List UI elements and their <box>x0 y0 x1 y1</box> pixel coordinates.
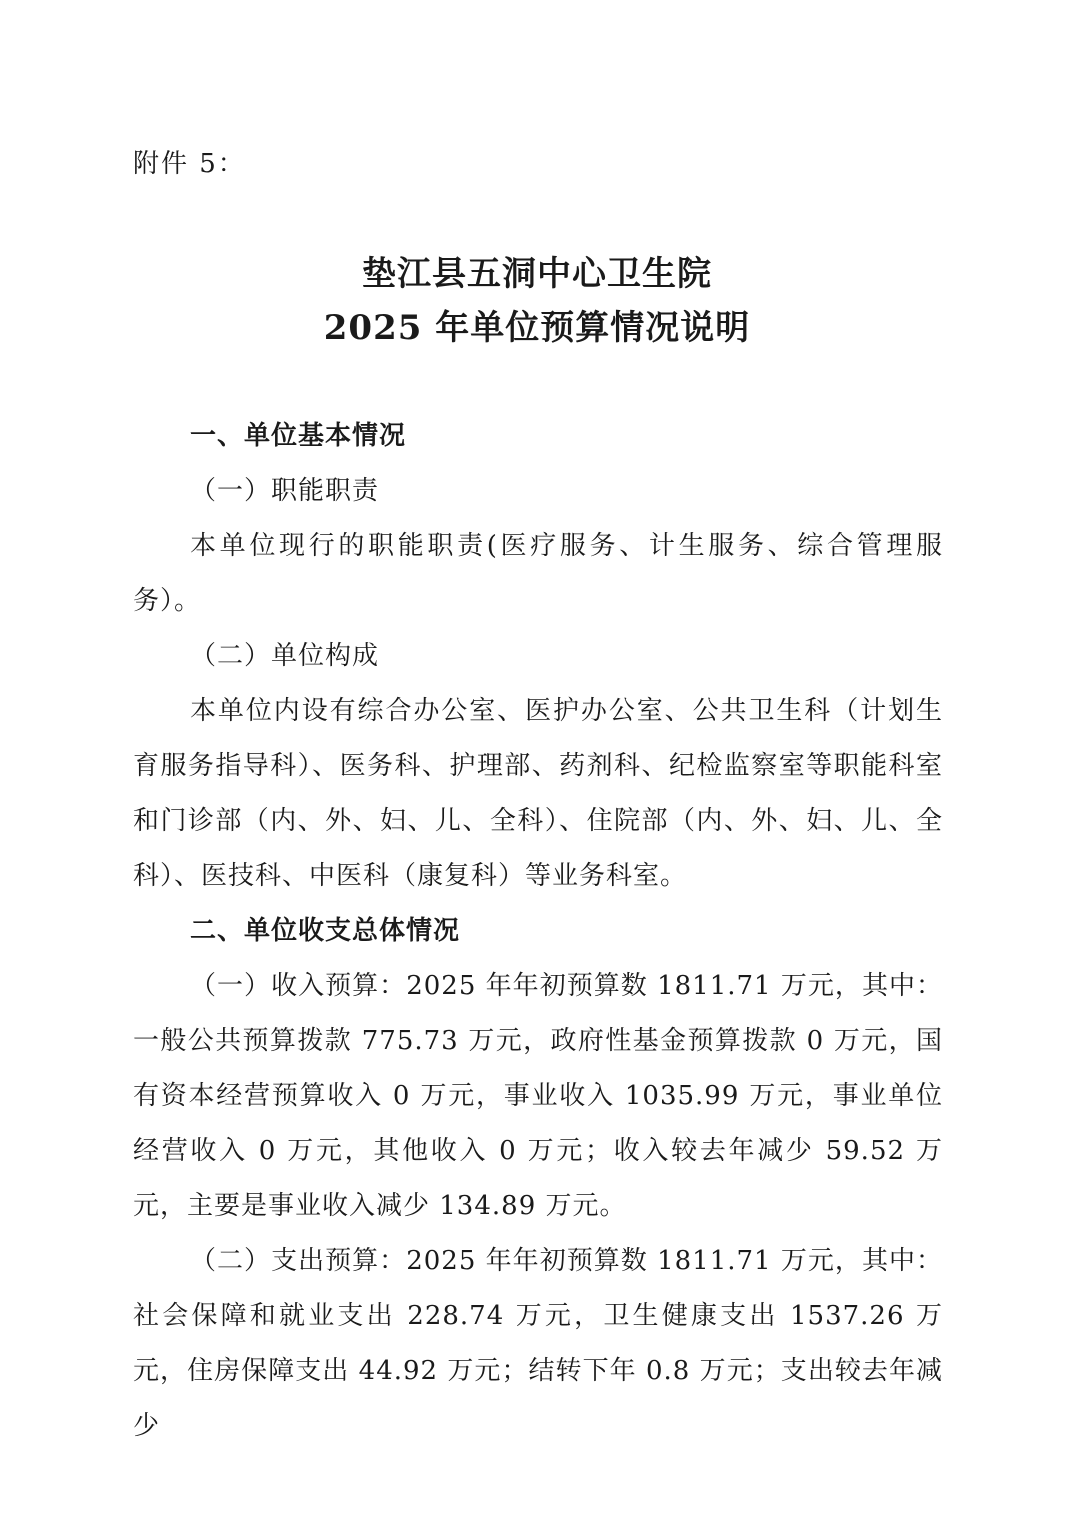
document-body <box>133 409 943 1454</box>
paragraph-expenditure-budget: （二）支出预算：2025 年年初预算数 1811.71 万元，其中：社会保障和就业支出 228.74 万元，卫生健康支出 1537.26 万元，住房保障支出 44.92 万元；结转下年 0.8 万元；支出较去年减少 <box>133 1246 943 1441</box>
subsection-heading-composition: （二）单位构成 <box>190 641 380 671</box>
section-heading-basic-info: 一、单位基本情况 <box>190 421 407 451</box>
document-title-line2: 2025 年单位预算情况说明 <box>323 308 751 348</box>
paragraph-income-budget: （一）收入预算：2025 年年初预算数 1811.71 万元，其中：一般公共预算拨款 775.73 万元，政府性基金预算拨款 0 万元，国有资本经营预算收入 0 万元，事业收入 1035.99 万元，事业单位经营收入 0 万元，其他收入 0 万元；收入较去年减少 59.52 万元，主要是事业收入减少 134.89 万元。 <box>133 971 943 1221</box>
paragraph-duties: 本单位现行的职能职责(医疗服务、计生服务、综合管理服务）。 <box>133 531 943 616</box>
subsection-heading-duties: （一）职能职责 <box>190 476 380 506</box>
section-heading-budget-overview: 二、单位收支总体情况 <box>190 916 461 946</box>
paragraph-composition: 本单位内设有综合办公室、医护办公室、公共卫生科（计划生育服务指导科）、医务科、护理部、药剂科、纪检监察室等职能科室和门诊部（内、外、妇、儿、全科）、住院部（内、外、妇、儿、全科）、医技科、中医科（康复科）等业务科室。 <box>133 696 943 891</box>
document-title-line1: 垫江县五洞中心卫生院 <box>362 254 712 294</box>
attachment-label: 附件 5： <box>133 149 246 179</box>
